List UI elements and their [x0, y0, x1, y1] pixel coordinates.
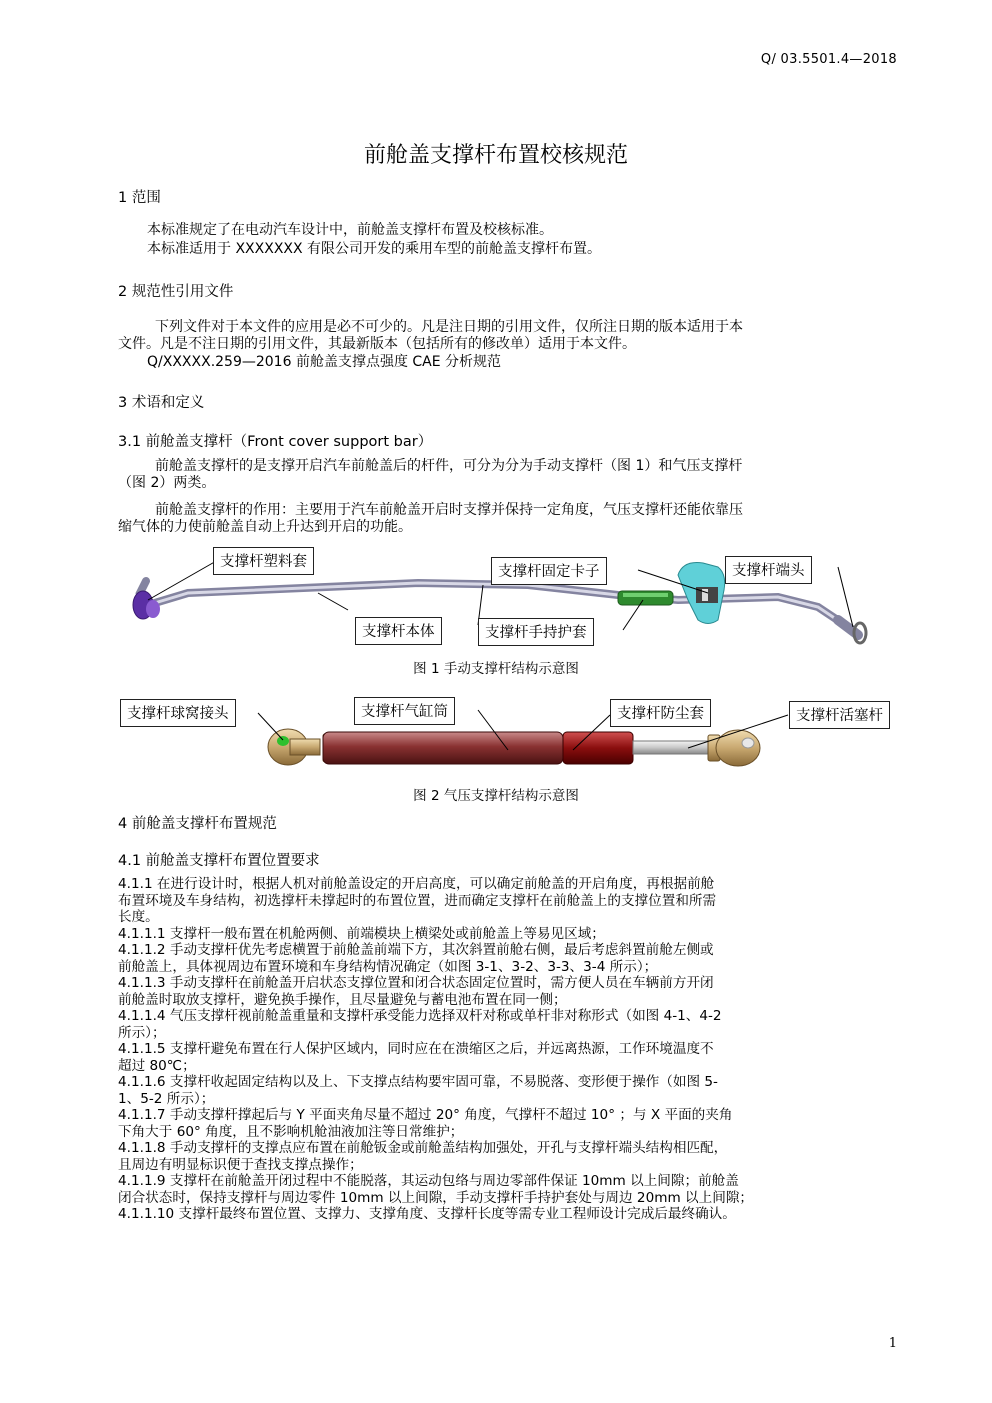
clause-line: 超过 80℃； [118, 1057, 196, 1074]
clause-line: 4.1.1.2 手动支撑杆优先考虑横置于前舱盖前端下方，其次斜置前舱右侧，最后考虑斜置前舱左侧或 [118, 942, 714, 958]
clause-line: 4.1.1 在进行设计时，根据人机对前舱盖设定的开启高度，可以确定前舱盖的开启角度，再根据前舱 [118, 876, 715, 892]
label-hand-grip-sleeve: 支撑杆手持护套 [478, 618, 594, 646]
section-2-heading: 2 规范性引用文件 [118, 284, 234, 300]
clause-line: 闭合状态时，保持支撑杆与周边零件 10mm 以上间隙，手动支撑杆手持护套处与周边 20mm 以上间隙； [118, 1189, 754, 1206]
label-plastic-sleeve: 支撑杆塑料套 [213, 547, 314, 575]
label-bar-body: 支撑杆本体 [355, 617, 442, 645]
section-2-para-line-1: 下列文件对于本文件的应用是必不可少的。凡是注日期的引用文件，仅所注日期的版本适用于本 [155, 319, 743, 335]
clause-line: 长度。 [118, 909, 159, 925]
document-title: 前舱盖支撑杆布置校核规范 [363, 143, 628, 168]
section-3-1-heading: 3.1 前舱盖支撑杆（Front cover support bar） [118, 434, 433, 450]
clause-line: 4.1.1.7 手动支撑杆撑起后与 Y 平面夹角尽量不超过 20° 角度，气撑杆不超过 10° ；与 X 平面的夹角 [118, 1107, 733, 1123]
clause-line: 且周边有明显标识便于查找支撑点操作； [118, 1156, 363, 1173]
clause-line: 4.1.1.9 支撑杆在前舱盖开闭过程中不能脱落，其运动包络与周边零部件保证 10mm 以上间隙；前舱盖 [118, 1173, 739, 1189]
section-4-heading: 4 前舱盖支撑杆布置规范 [118, 816, 277, 832]
clause-line: 1、5-2 所示）； [118, 1090, 215, 1107]
section-4-clauses [118, 876, 900, 1223]
section-3-para-2-line-1: 前舱盖支撑杆的作用：主要用于汽车前舱盖开启时支撑并保持一定角度，气压支撑杆还能依靠压 [155, 502, 743, 518]
reference-document: Q/XXXXX.259—2016 前舱盖支撑点强度 CAE 分析规范 [147, 354, 502, 370]
clause-line: 前舱盖时取放支撑杆，避免换手操作，且尽量避免与蓄电池布置在同一侧； [118, 991, 567, 1008]
clause-line: 下角大于 60° 角度，且不影响机舱油液加注等日常维护； [118, 1123, 464, 1140]
clause-line: 4.1.1.1 支撑杆一般布置在机舱两侧、前端模块上横梁处或前舱盖上等易见区域； [118, 925, 605, 942]
clause-line: 4.1.1.5 支撑杆避免布置在行人保护区域内，同时应在在溃缩区之后，并远离热源，工作环境温度不 [118, 1041, 714, 1057]
clause-line: 所示）； [118, 1024, 166, 1041]
label-ball-joint: 支撑杆球窝接头 [120, 699, 236, 727]
clause-line: 布置环境及车身结构，初选撑杆未撑起时的布置位置，进而确定支撑杆在前舱盖上的支撑位置和所需 [118, 892, 717, 909]
document-code: Q/ 03.5501.4—2018 [760, 52, 897, 67]
section-1-heading: 1 范围 [118, 190, 161, 206]
section-3-para-2-line-2: 缩气体的力使前舱盖自动上升达到开启的功能。 [118, 519, 412, 535]
clause-line: 4.1.1.10 支撑杆最终布置位置、支撑力、支撑角度、支撑杆长度等需专业工程师设计完成后最终确认。 [118, 1206, 736, 1222]
clause-line: 4.1.1.3 手动支撑杆在前舱盖开启状态支撑位置和闭合状态固定位置时，需方便人员在车辆前方开闭 [118, 975, 714, 991]
section-3-para-1-line-1: 前舱盖支撑杆的是支撑开启汽车前舱盖后的杆件，可分为分为手动支撑杆（图 1）和气压支撑杆 [155, 458, 743, 474]
section-1-para-2: 本标准适用于 XXXXXXX 有限公司开发的乘用车型的前舱盖支撑杆布置。 [147, 241, 602, 257]
label-piston-rod: 支撑杆活塞杆 [789, 701, 890, 729]
page-number: 1 [888, 1336, 897, 1351]
figure-2-caption: 图 2 气压支撑杆结构示意图 [413, 788, 579, 804]
clause-line: 4.1.1.4 气压支撑杆视前舱盖重量和支撑杆承受能力选择双杆对称或单杆非对称形式（如图 4-1、4-2 [118, 1008, 722, 1024]
clause-line: 4.1.1.6 支撑杆收起固定结构以及上、下支撑点结构要牢固可靠，不易脱落、变形便于操作（如图 5- [118, 1074, 718, 1090]
label-bar-end: 支撑杆端头 [725, 556, 812, 584]
section-3-heading: 3 术语和定义 [118, 395, 205, 411]
section-1-para-1: 本标准规定了在电动汽车设计中，前舱盖支撑杆布置及校核标准。 [147, 222, 553, 238]
section-3-para-1-line-2: （图 2）两类。 [118, 475, 216, 491]
clause-line: 前舱盖上，具体视周边布置环境和车身结构情况确定（如图 3-1、3-2、3-3、3-4 所示）； [118, 958, 658, 975]
clause-line: 4.1.1.8 手动支撑杆的支撑点应布置在前舱钣金或前舱盖结构加强处，开孔与支撑杆端头结构相匹配， [118, 1140, 728, 1156]
figure-1-caption: 图 1 手动支撑杆结构示意图 [413, 661, 579, 677]
section-2-para-line-2: 文件。凡是不注日期的引用文件，其最新版本（包括所有的修改单）适用于本文件。 [118, 336, 636, 352]
label-gas-cylinder: 支撑杆气缸筒 [354, 697, 455, 725]
section-4-1-heading: 4.1 前舱盖支撑杆布置位置要求 [118, 853, 320, 869]
label-fixing-clip: 支撑杆固定卡子 [491, 557, 607, 585]
label-dust-cover: 支撑杆防尘套 [610, 699, 711, 727]
